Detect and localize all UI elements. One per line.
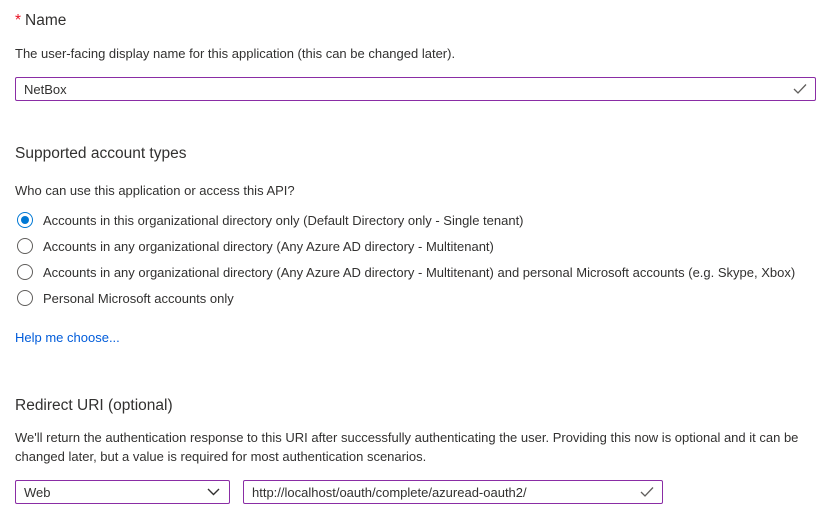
platform-select[interactable] (15, 480, 230, 504)
radio-button-icon[interactable] (17, 238, 33, 254)
radio-button-icon[interactable] (17, 212, 33, 228)
redirect-uri-section (15, 397, 816, 504)
account-types-title: Supported account types (15, 145, 187, 162)
radio-option-multitenant-personal[interactable] (15, 259, 816, 285)
help-me-choose-link[interactable]: Help me choose... (15, 330, 120, 345)
uri-input-wrap (243, 480, 663, 504)
platform-select-value: Web (24, 484, 51, 500)
radio-option-multitenant[interactable] (15, 233, 816, 259)
radio-option-label: Accounts in any organizational directory (Any Azure AD directory - Multitenant) (43, 238, 494, 254)
name-input[interactable] (15, 77, 816, 101)
redirect-uri-title: Redirect URI (optional) (15, 397, 173, 414)
redirect-uri-input[interactable] (243, 480, 663, 504)
name-section-title (15, 12, 816, 30)
radio-option-personal-only[interactable] (15, 285, 816, 311)
required-asterisk: * (15, 12, 22, 29)
redirect-uri-description: We'll return the authentication response to this URI after successfully authenticating the user. Providing this now is optional and it can be changed later, but a value is required for most authentication scenarios. (15, 430, 799, 464)
name-label: Name (25, 12, 67, 29)
redirect-uri-row (15, 480, 816, 504)
radio-option-label: Accounts in this organizational directory only (Default Directory only - Single tenant) (43, 212, 524, 228)
account-types-question: Who can use this application or access this API? (15, 183, 295, 198)
radio-option-label: Accounts in any organizational directory (Any Azure AD directory - Multitenant) and personal Microsoft accounts (e.g. Skype, Xbox) (43, 264, 796, 280)
account-types-radio-group (15, 207, 816, 311)
chevron-down-icon (207, 488, 220, 496)
radio-button-icon[interactable] (17, 264, 33, 280)
radio-option-label: Personal Microsoft accounts only (43, 290, 234, 306)
radio-option-single-tenant[interactable] (15, 207, 816, 233)
radio-button-icon[interactable] (17, 290, 33, 306)
name-input-wrap (15, 77, 816, 101)
account-types-section (15, 145, 816, 347)
name-description: The user-facing display name for this application (this can be changed later). (15, 46, 456, 61)
